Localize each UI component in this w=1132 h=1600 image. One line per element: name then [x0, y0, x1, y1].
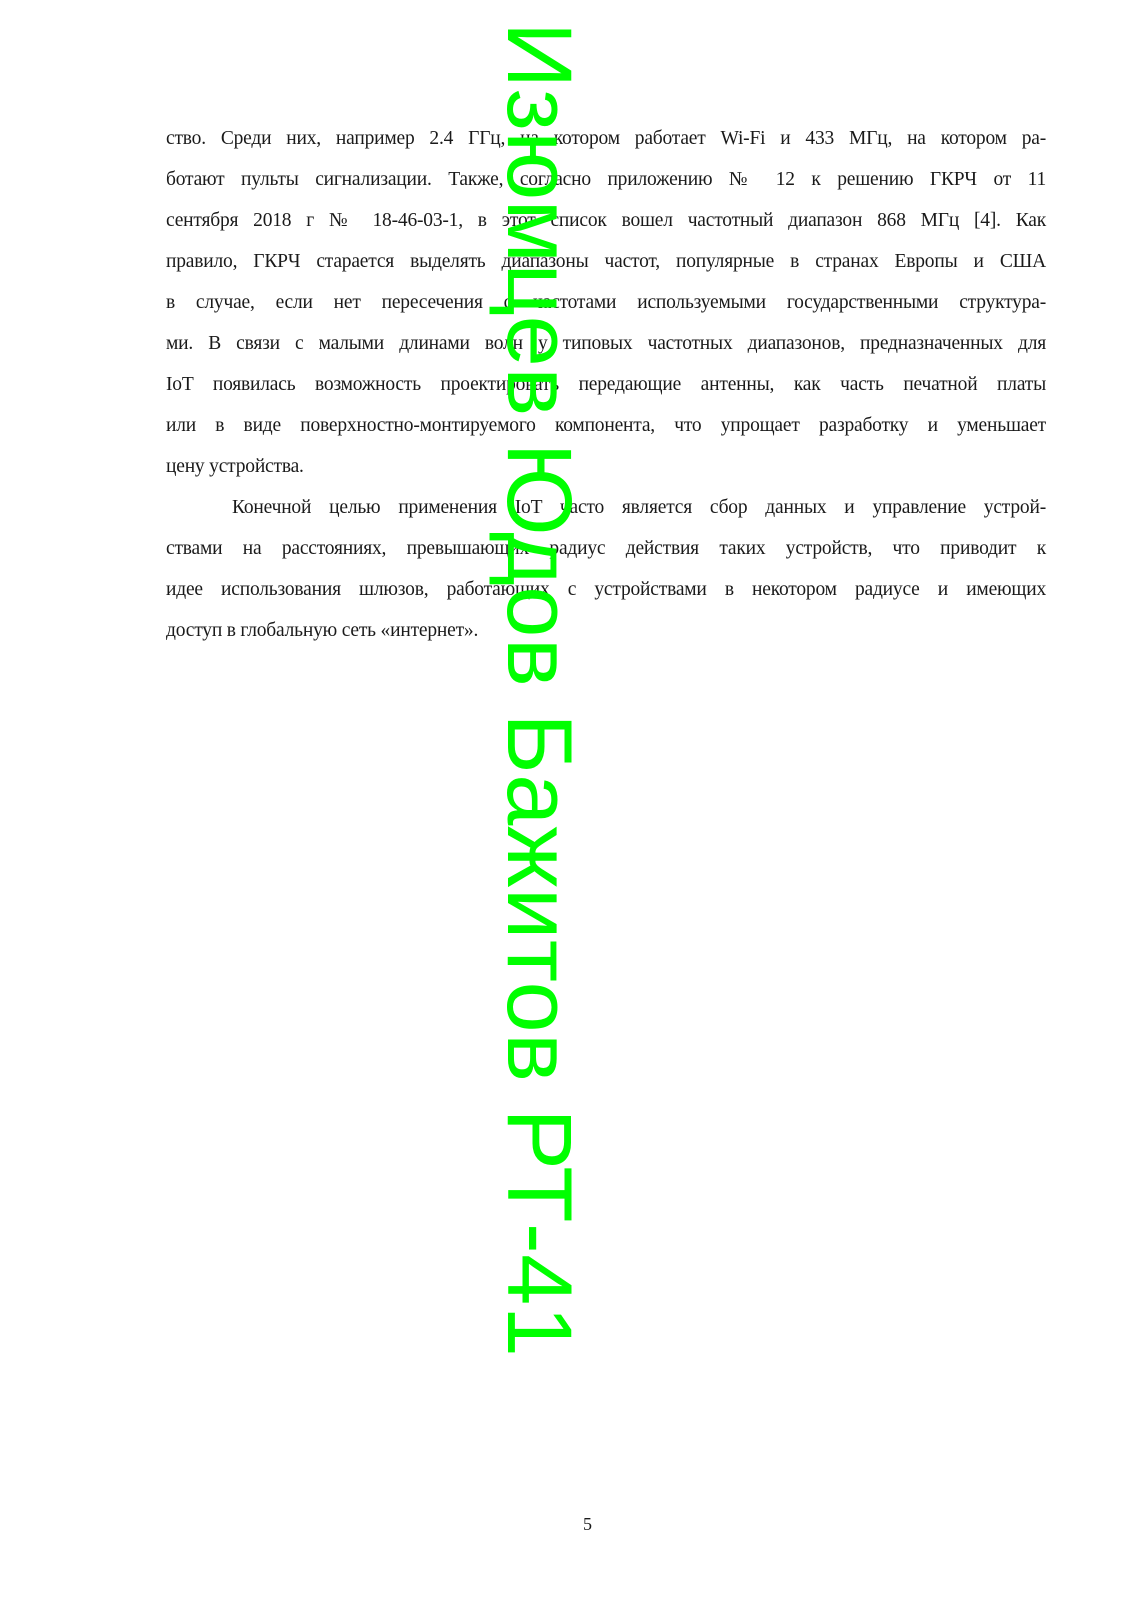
text-line: идее использования шлюзов, работающих с устройствами в некотором радиусе и имеющих — [166, 579, 1046, 600]
text-line: ботают пульты сигнализации. Также, согласно приложению № 12 к решению ГКРЧ от 11 — [166, 169, 1046, 190]
text-line: IoT появилась возможность проектировать передающие антенны, как часть печатной платы — [166, 374, 1046, 395]
watermark-text: Изюмцев Юдов Бажитов РТ-41 — [488, 22, 590, 1358]
text-line: цену устройства. — [166, 456, 304, 477]
text-line: ми. В связи с малыми длинами волн у типовых частотных диапазонов, предназначенных для — [166, 333, 1046, 354]
text-line: или в виде поверхностно-монтируемого компонента, что упрощает разработку и уменьшает — [166, 415, 1046, 436]
text-line: Конечной целью применения IoT часто является сбор данных и управление устрой- — [232, 497, 1046, 518]
text-line: ство. Среди них, например 2.4 ГГц, на котором работает Wi-Fi и 433 МГц, на котором ра- — [166, 128, 1046, 149]
text-line: в случае, если нет пересечения с частотами используемыми государственными структура- — [166, 292, 1046, 313]
page-number: 5 — [583, 1514, 592, 1534]
text-line: правило, ГКРЧ старается выделять диапазоны частот, популярные в странах Европы и США — [166, 251, 1046, 272]
text-line: доступ в глобальную сеть «интернет». — [166, 620, 479, 641]
text-line: сентября 2018 г № 18-46-03-1, в этот список вошел частотный диапазон 868 МГц [4]. Как — [166, 210, 1046, 231]
text-line: ствами на расстояниях, превышающих радиус действия таких устройств, что приводит к — [166, 538, 1046, 559]
body-text — [166, 118, 1046, 651]
